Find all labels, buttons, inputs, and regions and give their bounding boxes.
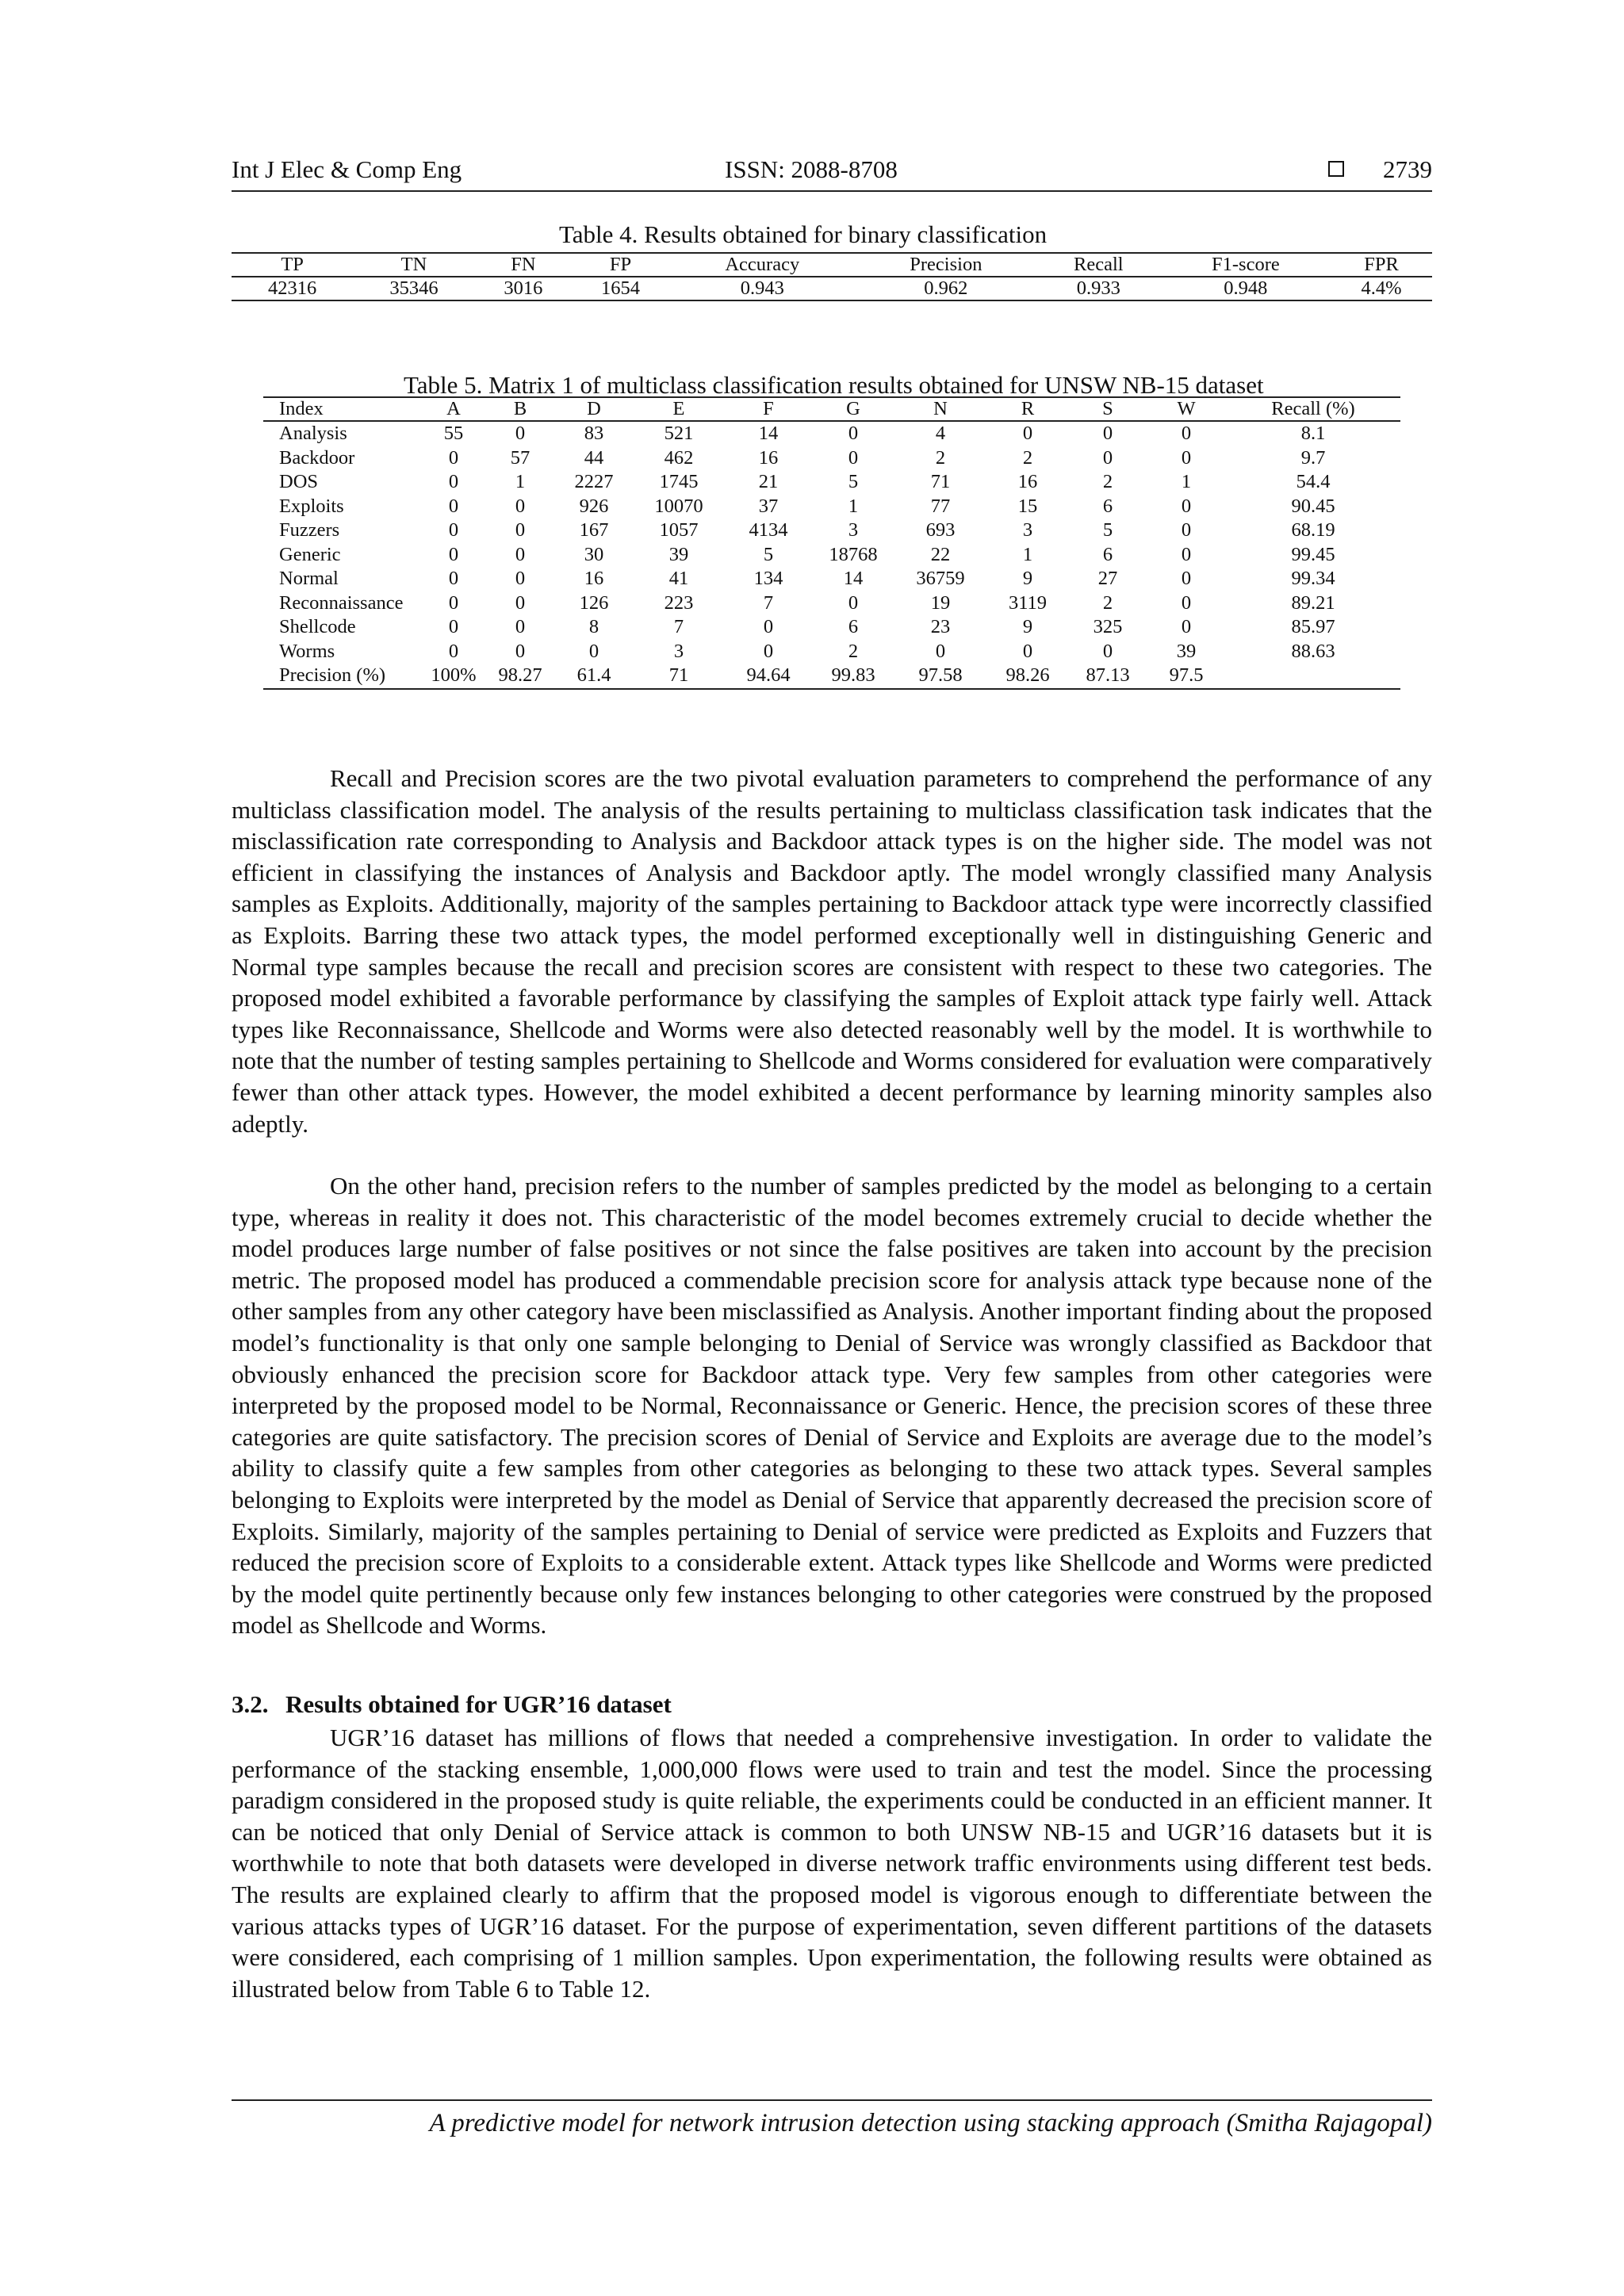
table-cell: 1 xyxy=(1022,543,1033,565)
table-row xyxy=(263,640,1400,664)
column-header: F1-score xyxy=(1212,254,1280,275)
table-cell: 21 xyxy=(758,471,779,492)
table-cell: 19 xyxy=(930,591,951,614)
table-cell: 39 xyxy=(1176,640,1197,662)
row-label: Reconnaissance xyxy=(279,591,404,614)
table-cell: 0 xyxy=(448,616,459,637)
table-cell: 87.13 xyxy=(1086,664,1130,686)
table-cell: 926 xyxy=(579,495,609,517)
table-cell: 2 xyxy=(848,640,859,662)
table-cell: 462 xyxy=(664,446,694,469)
table-cell: 223 xyxy=(664,591,694,614)
column-header: Recall xyxy=(1073,254,1124,275)
table-cell: 98.26 xyxy=(1005,664,1050,686)
table-cell: 6 xyxy=(1102,495,1113,517)
table-cell: 68.19 xyxy=(1291,519,1335,541)
table-cell: 0 xyxy=(1022,423,1033,444)
column-header: Index xyxy=(279,398,324,419)
table-cell: 6 xyxy=(1102,543,1113,565)
table-cell: 99.83 xyxy=(831,664,875,686)
column-header: B xyxy=(513,398,527,419)
table-cell: 83 xyxy=(584,423,604,444)
running-header xyxy=(232,155,1432,192)
row-label: Precision (%) xyxy=(279,664,386,686)
table-cell: 57 xyxy=(510,446,530,469)
table-cell: 39 xyxy=(668,543,689,565)
row-label: Worms xyxy=(279,640,335,662)
table-cell: 3 xyxy=(673,640,684,662)
table-cell: 36759 xyxy=(916,568,965,589)
column-header: D xyxy=(587,398,601,419)
footer-title: A predictive model for network intrusion detection using stacking approach (Smitha Rajagopal) xyxy=(429,2109,1432,2137)
table-cell: 0 xyxy=(515,568,526,589)
table-cell: 0 xyxy=(448,640,459,662)
table-cell: 0 xyxy=(448,471,459,492)
table-cell: 3 xyxy=(848,519,859,541)
column-header: TP xyxy=(281,254,304,275)
table-cell: 22 xyxy=(930,543,951,565)
table-cell: 71 xyxy=(668,664,689,686)
table-cell: 325 xyxy=(1093,616,1123,637)
table-cell: 0.943 xyxy=(740,277,784,299)
table-cell: 0 xyxy=(1022,640,1033,662)
table-cell: 0 xyxy=(448,568,459,589)
table-cell: 0 xyxy=(588,640,599,662)
table-cell: 126 xyxy=(579,591,609,614)
table-cell: 1 xyxy=(848,495,859,517)
running-footer xyxy=(232,2099,1432,2137)
table4 xyxy=(232,252,1432,301)
table-cell: 54.4 xyxy=(1296,471,1331,492)
table-cell: 2227 xyxy=(574,471,614,492)
table-cell: 5 xyxy=(848,471,859,492)
table-cell: 10070 xyxy=(654,495,703,517)
table-cell: 41 xyxy=(668,568,689,589)
table-row xyxy=(232,277,1432,300)
table-cell: 0 xyxy=(448,495,459,517)
table-cell: 0 xyxy=(448,543,459,565)
table-cell: 99.45 xyxy=(1291,543,1335,565)
square-bullet-icon xyxy=(1328,161,1344,177)
table-cell: 15 xyxy=(1017,495,1038,517)
table-cell: 0 xyxy=(848,446,859,469)
table-cell: 97.58 xyxy=(918,664,963,686)
table-cell: 5 xyxy=(763,543,774,565)
journal-name: Int J Elec & Comp Eng xyxy=(232,155,462,183)
paragraph-ugr16 xyxy=(232,1722,1432,2004)
table-cell: 27 xyxy=(1097,568,1118,589)
table-cell: 16 xyxy=(758,446,779,469)
paragraph-recall-precision xyxy=(232,763,1432,1139)
table-cell: 77 xyxy=(930,495,951,517)
table-cell: 1745 xyxy=(659,471,699,492)
table-cell: 55 xyxy=(443,423,464,444)
table5 xyxy=(263,396,1400,690)
table-cell: 30 xyxy=(584,543,604,565)
table-cell: 0 xyxy=(1181,495,1192,517)
table-cell: 14 xyxy=(758,423,779,444)
table-cell: 42316 xyxy=(268,277,317,299)
table-cell: 2 xyxy=(935,446,946,469)
table-cell: 521 xyxy=(664,423,694,444)
table-row xyxy=(263,495,1400,519)
table-cell: 0 xyxy=(448,446,459,469)
column-header: R xyxy=(1021,398,1035,419)
table-cell: 0 xyxy=(1102,423,1113,444)
table-cell: 0 xyxy=(935,640,946,662)
table-cell: 0 xyxy=(448,519,459,541)
table-row xyxy=(263,446,1400,471)
table-cell: 167 xyxy=(579,519,609,541)
section-heading xyxy=(232,1690,672,1719)
column-header: Recall (%) xyxy=(1271,398,1355,419)
table-cell: 100% xyxy=(431,664,477,686)
table-cell: 4 xyxy=(935,423,946,444)
table-cell: 0 xyxy=(515,616,526,637)
table-cell: 88.63 xyxy=(1291,640,1335,662)
table-cell: 0 xyxy=(1181,568,1192,589)
table-row xyxy=(263,519,1400,543)
table-cell: 2 xyxy=(1022,446,1033,469)
table-cell: 61.4 xyxy=(576,664,611,686)
column-header: FPR xyxy=(1364,254,1399,275)
section-title: Results obtained for UGR’16 dataset xyxy=(285,1690,672,1718)
table-cell: 3119 xyxy=(1008,591,1048,614)
table-row xyxy=(263,591,1400,616)
table-cell: 0.948 xyxy=(1224,277,1268,299)
table-cell: 44 xyxy=(584,446,604,469)
column-header: FN xyxy=(511,254,536,275)
table-cell: 1057 xyxy=(659,519,699,541)
table-cell: 2 xyxy=(1102,471,1113,492)
paragraph-precision xyxy=(232,1170,1432,1641)
table-row xyxy=(263,567,1400,591)
table-header-row xyxy=(263,397,1400,421)
row-label: Normal xyxy=(279,568,339,589)
column-header: G xyxy=(846,398,860,419)
table-cell: 0 xyxy=(515,640,526,662)
row-label: Shellcode xyxy=(279,616,356,637)
table-cell: 3016 xyxy=(504,277,543,299)
table4-caption: Table 4. Results obtained for binary classification xyxy=(559,220,1048,248)
table-cell: 71 xyxy=(930,471,951,492)
table-cell: 3 xyxy=(1022,519,1033,541)
table-cell: 0 xyxy=(1181,591,1192,614)
column-header: E xyxy=(672,398,685,419)
table-cell: 4.4% xyxy=(1361,277,1402,299)
table-cell: 1 xyxy=(1181,471,1192,492)
table-cell: 0 xyxy=(763,640,774,662)
table-row xyxy=(263,470,1400,495)
table-cell: 98.27 xyxy=(498,664,542,686)
table-row xyxy=(263,421,1400,446)
table-header-row xyxy=(232,253,1432,277)
table-cell: 18768 xyxy=(829,543,878,565)
table-cell: 14 xyxy=(843,568,864,589)
table-cell: 693 xyxy=(925,519,956,541)
column-header: A xyxy=(446,398,461,419)
table-cell: 8.1 xyxy=(1300,423,1326,444)
table-cell: 23 xyxy=(930,616,951,637)
table-cell: 16 xyxy=(1017,471,1038,492)
table-row xyxy=(263,664,1400,689)
table-cell: 0 xyxy=(1102,640,1113,662)
paragraph-text: On the other hand, precision refers to the number of samples predicted by the model as belonging to a certain type, whereas in reality it does not. This characteristic of the model becomes extremely crucial to decide whether the model produces large number of false positives or not since the false positives are taken into account by the precision metric. The proposed model has produced a commendable precision score for analysis attack type because none of the other samples from any other category have been misclassified as Analysis. Another important finding about the proposed model’s functionality is that only one sample belonging to Denial of Service was wrongly classified as Backdoor that obviously enhanced the precision score for Backdoor attack type. Very few samples from other categories were interpreted by the proposed model to be Normal, Reconnaissance or Generic. Hence, the precision scores of these three categories are quite satisfactory. The precision scores of Denial of Service and Exploits are average due to the model’s ability to classify quite a few samples from other categories as belonging to these two attack types. Several samples belonging to Exploits were interpreted by the model as Denial of Service that apparently decreased the precision score of Exploits. Similarly, majority of the samples pertaining to Denial of service were predicted as Exploits and Fuzzers that reduced the precision score of Exploits to a considerable extent. Attack types like Shellcode and Worms were predicted by the model quite pertinently because only few instances belonging to other categories were construed by the proposed model as Shellcode and Worms. xyxy=(232,1172,1432,1640)
column-header: Precision xyxy=(910,254,982,275)
column-header: FP xyxy=(609,254,632,275)
column-header: TN xyxy=(400,254,427,275)
table-cell: 7 xyxy=(673,616,684,637)
table-cell: 85.97 xyxy=(1291,616,1335,637)
table-cell: 0 xyxy=(1181,543,1192,565)
table-cell: 0 xyxy=(515,543,526,565)
table-cell: 134 xyxy=(753,568,783,589)
table-cell: 0 xyxy=(515,519,526,541)
table-cell: 9 xyxy=(1022,616,1033,637)
table-cell: 0 xyxy=(1181,423,1192,444)
paragraph-text: UGR’16 dataset has millions of flows that needed a comprehensive investigation. In order to validate the performance of the stacking ensemble, 1,000,000 flows were used to train and test the model. Since the processing paradigm considered in the proposed study is quite reliable, the experiments could be conducted in an efficient manner. It can be noticed that only Denial of Service attack is common to both UNSW NB-15 and UGR’16 datasets but it is worthwhile to note that both datasets were developed in diverse network traffic environments using different test beds. The results are explained clearly to affirm that the proposed model is vigorous enough to differentiate between the various attacks types of UGR’16 dataset. For the purpose of experimentation, seven different partitions of the datasets were considered, each comprising of 1 million samples. Upon experimentation, the following results were obtained as illustrated below from Table 6 to Table 12. xyxy=(232,1724,1432,2003)
column-header: N xyxy=(933,398,948,419)
page-number: 2739 xyxy=(1383,155,1432,183)
table-cell: 0 xyxy=(848,591,859,614)
paragraph-text: Recall and Precision scores are the two pivotal evaluation parameters to comprehend the performance of any multiclass classification model. The analysis of the results pertaining to multiclass classification task indicates that the misclassification rate corresponding to Analysis and Backdoor attack types is on the higher side. The model was not efficient in classifying the instances of Analysis and Backdoor aptly. The model wrongly classified many Analysis samples as Exploits. Additionally, majority of the samples pertaining to Backdoor attack type were incorrectly classified as Exploits. Barring these two attack types, the model performed exceptionally well in distinguishing Generic and Normal type samples because the recall and precision scores are consistent with respect to these two categories. The proposed model exhibited a favorable performance by classifying the samples of Exploit attack type fairly well. Attack types like Reconnaissance, Shellcode and Worms were also detected reasonably well by the model. It is worthwhile to note that the number of testing samples pertaining to Shellcode and Worms considered for evaluation were comparatively fewer than other attack types. However, the model exhibited a decent performance by learning minority samples also adeptly. xyxy=(232,764,1432,1138)
table-cell: 97.5 xyxy=(1169,664,1204,686)
table-cell: 1 xyxy=(515,471,526,492)
table-cell: 99.34 xyxy=(1291,568,1335,589)
table-cell: 90.45 xyxy=(1291,495,1335,517)
table-cell: 6 xyxy=(848,616,859,637)
table-cell: 1654 xyxy=(601,277,641,299)
table-cell: 0 xyxy=(1181,446,1192,469)
table-cell: 0.962 xyxy=(924,277,968,299)
table-cell: 0 xyxy=(1181,519,1192,541)
row-label: Backdoor xyxy=(279,446,355,469)
table-row xyxy=(263,543,1400,568)
column-header: F xyxy=(763,398,774,419)
row-label: Fuzzers xyxy=(279,519,340,541)
table-cell: 35346 xyxy=(389,277,439,299)
table-cell xyxy=(1226,664,1400,689)
table-cell: 0 xyxy=(515,495,526,517)
section-number: 3.2. xyxy=(232,1690,269,1718)
row-label: Exploits xyxy=(279,495,344,517)
table-cell: 0 xyxy=(515,423,526,444)
table-cell: 4134 xyxy=(749,519,788,541)
table-cell: 0 xyxy=(848,423,859,444)
table-cell: 2 xyxy=(1102,591,1113,614)
issn: ISSN: 2088-8708 xyxy=(725,155,898,183)
table-cell: 0 xyxy=(448,591,459,614)
table-cell: 0 xyxy=(1102,446,1113,469)
row-label: DOS xyxy=(279,471,319,492)
table-cell: 16 xyxy=(584,568,604,589)
table-cell: 8 xyxy=(588,616,599,637)
table-cell: 7 xyxy=(763,591,774,614)
column-header: Accuracy xyxy=(725,254,800,275)
table5-caption: Table 5. Matrix 1 of multiclass classification results obtained for UNSW NB-15 dataset xyxy=(404,371,1264,399)
table-cell: 94.64 xyxy=(746,664,791,686)
row-label: Generic xyxy=(279,543,341,565)
table-cell: 0.933 xyxy=(1076,277,1120,299)
table-cell: 0 xyxy=(1181,616,1192,637)
table-cell: 5 xyxy=(1102,519,1113,541)
table-cell: 0 xyxy=(763,616,774,637)
table-cell: 0 xyxy=(515,591,526,614)
column-header: W xyxy=(1177,398,1196,419)
row-label: Analysis xyxy=(279,423,347,444)
table-row xyxy=(263,615,1400,640)
column-header: S xyxy=(1102,398,1113,419)
table-cell: 9 xyxy=(1022,568,1033,589)
table-cell: 9.7 xyxy=(1300,446,1326,469)
table-cell: 89.21 xyxy=(1291,591,1335,614)
table-cell: 37 xyxy=(758,495,779,517)
